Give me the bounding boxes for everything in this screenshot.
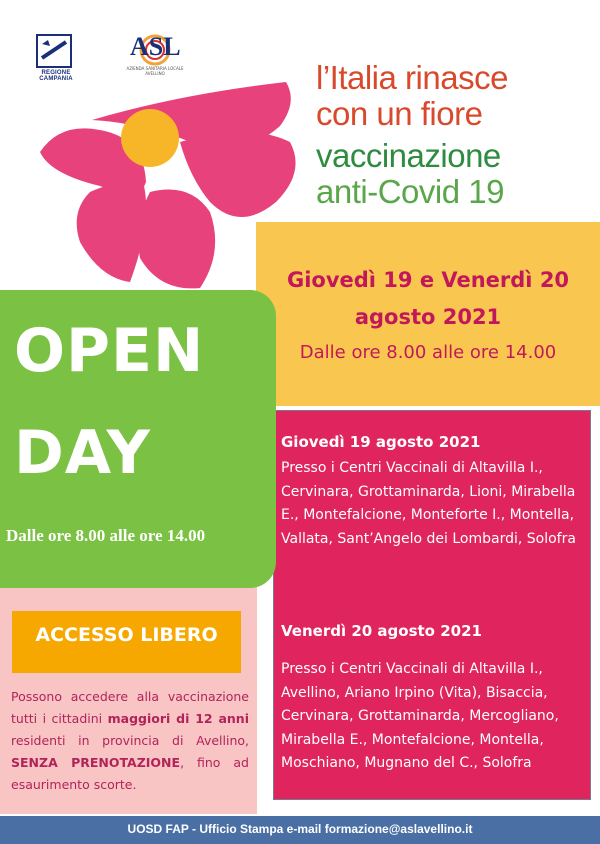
- headline-line-2: con un fiore: [316, 95, 483, 132]
- day2-title: Venerdì 20 agosto 2021: [281, 622, 482, 640]
- date-title: Giovedì 19 e Venerdì 20: [286, 268, 570, 292]
- access-info-part2: residenti in provincia di Avellino,: [11, 733, 249, 748]
- asl-mark: ASL: [130, 32, 181, 61]
- open-day-hours: Dalle ore 8.00 alle ore 14.00: [6, 526, 206, 545]
- open-day-word-open: OPEN: [14, 316, 205, 386]
- campania-label: REGIONE CAMPANIA: [39, 70, 73, 82]
- access-info: [11, 686, 249, 796]
- access-info-part1: Possono accedere alla vaccinazione tutti i cittadini: [11, 689, 249, 726]
- date-month: agosto 2021: [354, 305, 502, 329]
- day1-locations: Presso i Centri Vaccinali di Altavilla I., Cervinara, Grottaminarda, Lioni, Mirabella E., Montefalcione, Monteforte I., Montella, Vallata, Sant’Angelo dei Lombardi, Solofra: [281, 460, 576, 547]
- access-label: ACCESSO LIBERO: [35, 624, 218, 646]
- regione-campania-logo: [28, 30, 84, 82]
- headline-line-1: l’Italia rinasce: [316, 59, 508, 96]
- date-hours: Dalle ore 8.00 alle ore 14.00: [299, 342, 557, 363]
- access-info-part3: , fino ad esaurimento scorte.: [11, 755, 249, 792]
- access-info-bold1: maggiori di 12 anni: [107, 711, 249, 726]
- day1-title: Giovedì 19 agosto 2021: [281, 433, 481, 451]
- asl-logo: [126, 32, 184, 84]
- headline-line-3: vaccinazione: [316, 137, 501, 174]
- headline-line-4: anti-Covid 19: [316, 173, 504, 210]
- footer-text: UOSD FAP - Ufficio Stampa e-mail formazione@aslavellino.it: [127, 822, 473, 836]
- day2-locations: Presso i Centri Vaccinali di Altavilla I., Avellino, Ariano Irpino (Vita), Bisaccia, Cervinara, Grottaminarda, Mercogliano, Mirabella E., Montefalcione, Montella, Moschiano, Mugnano del C., Solofra: [281, 661, 559, 771]
- campania-shield-icon: [36, 34, 72, 68]
- open-day-word-day: DAY: [14, 418, 151, 488]
- access-info-bold2: SENZA PRENOTAZIONE: [11, 755, 181, 770]
- asl-subtitle: AZIENDA SANITARIA LOCALE AVELLINO: [126, 66, 184, 76]
